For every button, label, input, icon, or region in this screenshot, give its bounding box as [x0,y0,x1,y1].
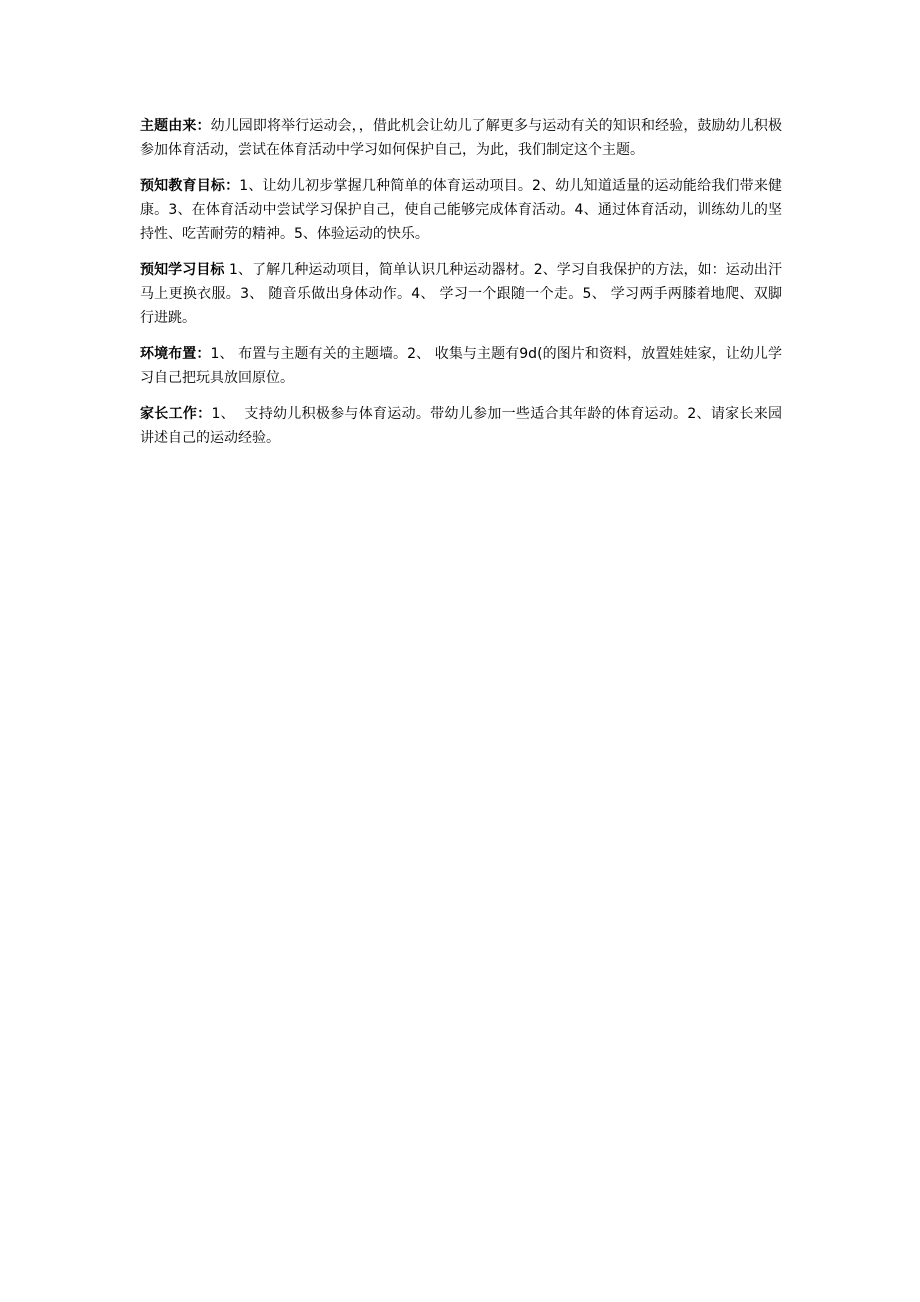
section-theme-origin [140,114,782,162]
section-text: 1、 支持幼儿积极参与体育运动。带幼儿参加一些适合其年龄的体育运动。2、请家长来园讲述自己的运动经验。 [140,406,783,446]
section-text: 1、 布置与主题有关的主题墙。2、 收集与主题有9d(的图片和资料，放置娃娃家，让幼儿学习自己把玩具放回原位。 [140,346,783,386]
section-label: 主题由来： [140,118,211,134]
section-education-goals [140,174,782,246]
section-environment-setup [140,342,782,390]
section-label: 环境布置： [140,346,211,362]
section-parent-work [140,402,782,450]
section-label: 预知学习目标 [140,262,225,278]
section-text: 1、让幼儿初步掌握几种简单的体育运动项目。2、幼儿知道适量的运动能给我们带来健康。3、在体育活动中尝试学习保护自己，使自己能够完成体育活动。4、通过体育活动，训练幼儿的坚持性、吃苦耐劳的精神。5、体验运动的快乐。 [140,178,783,242]
section-label: 家长工作： [140,406,212,422]
document-body [140,114,782,462]
section-text: 幼儿园即将举行运动会，，借此机会让幼儿了解更多与运动有关的知识和经验，鼓励幼儿积极参加体育活动，尝试在体育活动中学习如何保护自己，为此，我们制定这个主题。 [140,118,783,158]
section-text: 1、了解几种运动项目，简单认识几种运动器材。2、学习自我保护的方法，如：运动出汗马上更换衣服。3、 随音乐做出身体动作。4、 学习一个跟随一个走。5、 学习两手两膝着地爬、双脚行进跳。 [140,262,783,326]
section-label: 预知教育目标： [140,178,240,194]
section-learning-goals [140,258,782,330]
